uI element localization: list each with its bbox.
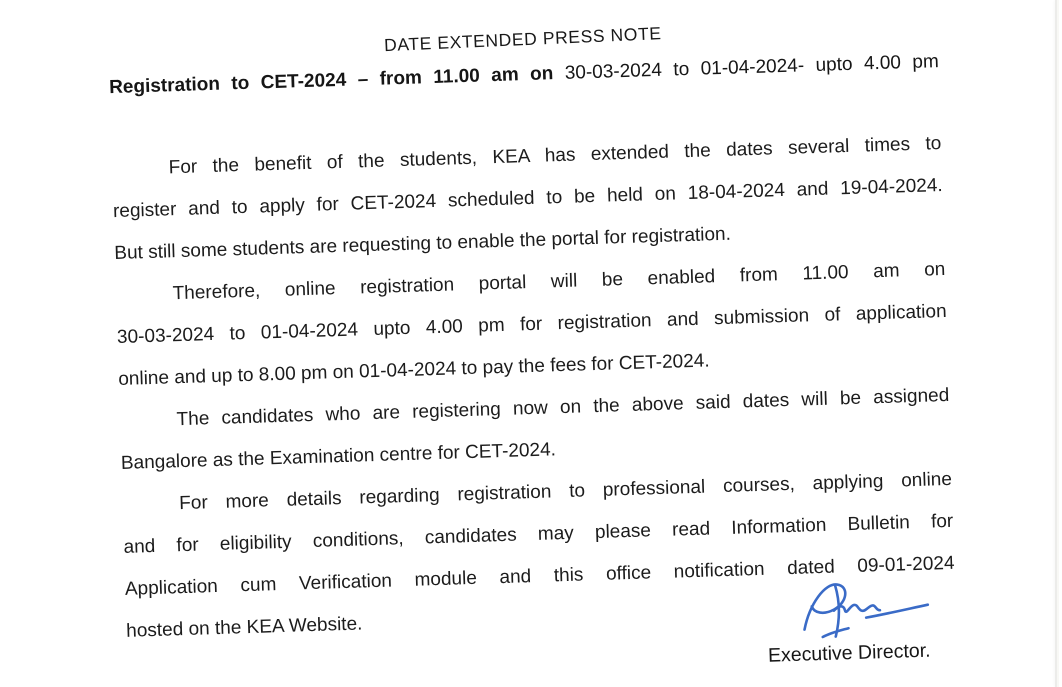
signature-scribble: [785, 575, 937, 642]
document-body: [111, 123, 956, 653]
document-content: [107, 7, 956, 667]
paragraph-line: online and up to 8.00 pm on 01-04-2024 to pay the fees for CET-2024.: [117, 350, 710, 390]
paragraph-line: For more details regarding registration to professional courses, applying online: [178, 468, 953, 515]
paragraph-line: The candidates who are registering now on the above said dates will be assigned: [176, 384, 950, 431]
signoff-label: Executive Director.: [767, 639, 931, 667]
signature-block: [741, 575, 956, 669]
subtitle-bold-text: Registration to CET-2024 – from 11.00 am on: [108, 63, 554, 99]
document-title: DATE EXTENDED PRESS NOTE: [383, 23, 662, 56]
paragraph-line: For the benefit of the students, KEA has extended the dates several times to: [168, 133, 942, 179]
paragraph-line: register and to apply for CET-2024 scheduled to be held on 18-04-2024 and 19-04-2024.: [112, 175, 943, 223]
scan-edge-artifact: [1055, 0, 1057, 687]
paragraph-line: hosted on the KEA Website.: [125, 613, 363, 642]
paragraph-line: and for eligibility conditions, candidates may please read Information Bulletin for: [123, 510, 954, 558]
paragraph-line: Application cum Verification module and this office notification dated 09-01-2024: [124, 552, 955, 600]
paragraph-line: Therefore, online registration portal will be enabled from 11.00 am on: [172, 258, 946, 305]
paragraph-line: Bangalore as the Examination centre for CET-2024.: [120, 439, 557, 474]
subtitle-date-text: 30-03-2024 to 01-04-2024- upto 4.00 pm: [564, 51, 940, 84]
paragraph-line: 30-03-2024 to 01-04-2024 upto 4.00 pm for registration and submission of application: [116, 300, 947, 349]
paragraph-line: But still some students are requesting to enable the portal for registration.: [114, 223, 732, 265]
